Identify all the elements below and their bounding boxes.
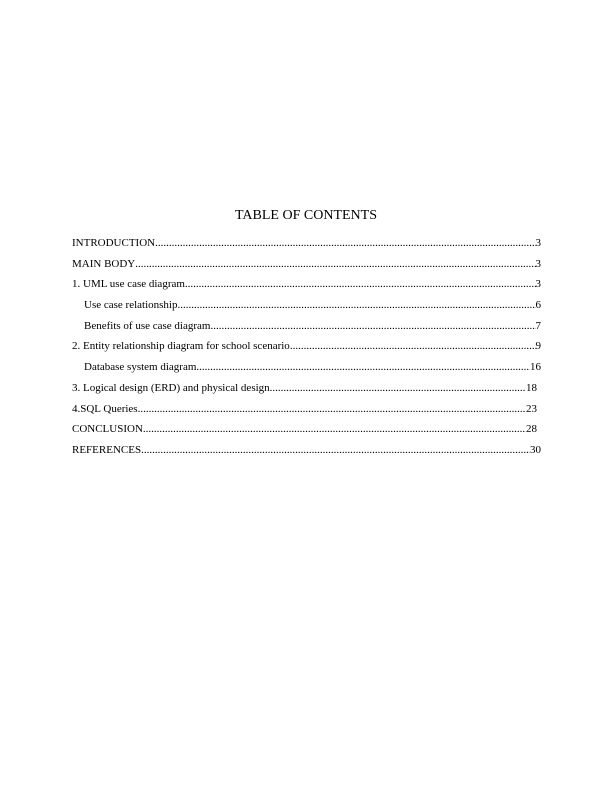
toc-title: TABLE OF CONTENTS xyxy=(235,208,377,223)
toc-entry-label: 2. Entity relationship diagram for school scenario xyxy=(72,340,290,353)
toc-entry-uml-use-case-diagram[interactable] xyxy=(72,274,541,295)
toc-dot-leader xyxy=(143,419,526,440)
toc-entry-label: 4.SQL Queries xyxy=(72,402,138,415)
toc-entry-label: INTRODUCTION xyxy=(72,237,156,249)
toc-dot-leader xyxy=(135,254,535,275)
toc-entry-label: 1. UML use case diagram xyxy=(72,278,185,291)
toc-entry-use-case-relationship[interactable] xyxy=(72,295,541,316)
toc-entry-label: Use case relationship xyxy=(84,299,178,312)
toc-dot-leader xyxy=(138,399,526,420)
toc-page-number: 3 xyxy=(535,278,541,291)
toc-dot-leader xyxy=(155,233,535,254)
toc-dot-leader xyxy=(270,378,526,399)
toc-dot-leader xyxy=(141,440,530,461)
toc-page-number: 3 xyxy=(535,257,541,270)
toc-entry-label: 3. Logical design (ERD) and physical design xyxy=(72,381,270,394)
toc-page-number: 3 xyxy=(535,237,541,249)
toc-entry-references[interactable] xyxy=(72,440,541,461)
toc-entry-benefits-of-use-case-diagram[interactable] xyxy=(72,316,541,337)
toc-entry-label: MAIN BODY xyxy=(72,257,136,270)
toc-page-number: 18 xyxy=(526,381,537,394)
toc-dot-leader xyxy=(210,316,535,337)
toc-entry-introduction[interactable] xyxy=(72,233,541,254)
toc-page-number: 28 xyxy=(526,423,537,436)
toc-page-number: 9 xyxy=(535,340,541,353)
toc-entry-label: CONCLUSION xyxy=(72,423,143,436)
toc-page-number: 16 xyxy=(530,361,541,374)
toc-entry-label: Database system diagram xyxy=(84,361,197,374)
toc-entry-label: Benefits of use case diagram xyxy=(84,319,211,332)
toc-page-number: 23 xyxy=(526,402,537,415)
toc-dot-leader xyxy=(185,274,536,295)
toc-entry-main-body[interactable] xyxy=(72,254,541,275)
toc-entry-database-system-diagram[interactable] xyxy=(72,357,541,378)
toc-entry-entity-relationship-diagram[interactable] xyxy=(72,336,541,357)
toc-page-number: 30 xyxy=(530,443,541,456)
toc-entry-conclusion[interactable] xyxy=(72,419,541,440)
toc-list xyxy=(72,233,541,461)
toc-page-number: 6 xyxy=(535,299,541,312)
toc-entry-logical-design[interactable] xyxy=(72,378,541,399)
toc-page-number: 7 xyxy=(535,319,541,332)
toc-dot-leader xyxy=(177,295,535,316)
toc-dot-leader xyxy=(290,336,536,357)
toc-dot-leader xyxy=(196,357,530,378)
toc-entry-label: REFERENCES xyxy=(72,443,142,456)
toc-entry-sql-queries[interactable] xyxy=(72,399,541,420)
